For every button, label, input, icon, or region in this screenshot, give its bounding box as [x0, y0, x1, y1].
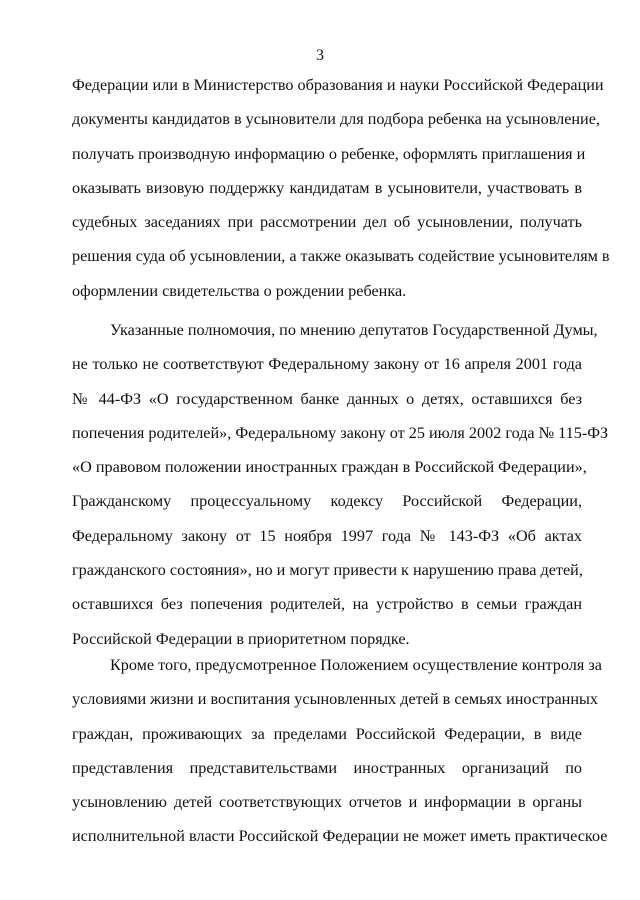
text-line: гражданского состояния», но и могут привести к нарушению права детей, [72, 561, 583, 580]
text-line: Гражданскому процессуальному кодексу Российской Федерации, [72, 492, 582, 511]
text-line: «О правовом положении иностранных граждан в Российской Федерации», [72, 458, 587, 477]
text-line: оказывать визовую поддержку кандидатам в усыновители, участвовать в [72, 178, 582, 197]
paragraph-1 [72, 68, 610, 308]
text-line: документы кандидатов в усыновители для подбора ребенка на усыновление, [72, 110, 600, 129]
text-line: Федеральному закону от 15 ноября 1997 года № 143-ФЗ «Об актах [72, 526, 582, 545]
text-line: Федерации или в Министерство образования и науки Российской Федерации [72, 76, 604, 94]
text-line: Указанные полномочия, по мнению депутатов Государственной Думы, [110, 321, 598, 339]
text-line: Кроме того, предусмотренное Положением осуществление контроля за [110, 656, 602, 674]
text-line: № 44-ФЗ «О государственном банке данных о детях, оставшихся без [72, 389, 582, 408]
text-line: граждан, проживающих за пределами Российской Федерации, в виде [72, 724, 582, 743]
text-line: исполнительной власти Российской Федерации не может иметь практическое [72, 827, 608, 846]
text-line: судебных заседаниях при рассмотрении дел об усыновлении, получать [72, 213, 582, 232]
text-line: оставшихся без попечения родителей, на устройство в семьи граждан [72, 595, 582, 614]
text-line: оформлении свидетельства о рождении ребенка. [72, 281, 407, 300]
text-line: условиями жизни и воспитания усыновленных детей в семьях иностранных [72, 690, 598, 709]
text-line: Российской Федерации в приоритетном порядке. [72, 629, 410, 648]
page-number: 3 [316, 47, 324, 64]
text-line: решения суда об усыновлении, а также оказывать содействие усыновителям в [72, 247, 610, 266]
text-line: представления представительствами иностранных организаций по [72, 758, 582, 777]
paragraph-2 [72, 313, 609, 656]
paragraph-3 [72, 648, 608, 854]
text-line: усыновлению детей соответствующих отчетов и информации в органы [72, 793, 582, 812]
text-line: не только не соответствуют Федеральному закону от 16 апреля 2001 года [72, 355, 582, 374]
text-line: получать производную информацию о ребенке, оформлять приглашения и [72, 144, 586, 163]
text-line: попечения родителей», Федеральному закону от 25 июля 2002 года № 115-ФЗ [72, 423, 609, 442]
